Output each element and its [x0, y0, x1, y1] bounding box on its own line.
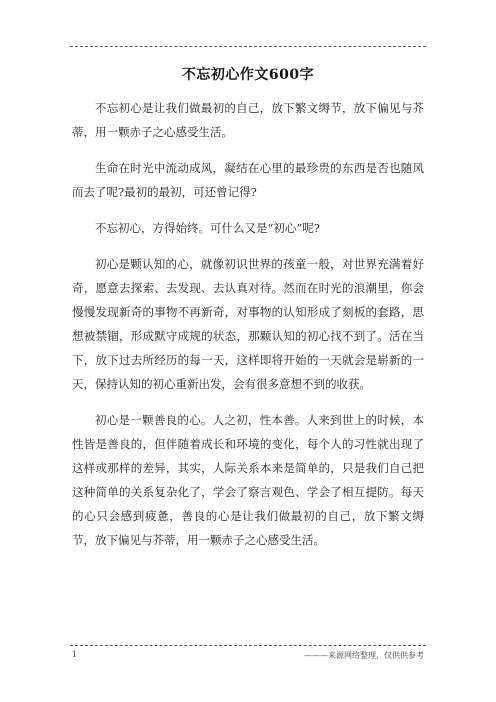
- page-title: 不忘初心作文600字: [181, 67, 315, 83]
- paragraph: 不忘初心，方得始终。可什么又是“初心”呢?: [95, 221, 320, 235]
- paragraph: 不忘初心是让我们做最初的自己，放下繁文缛节，放下偏见与芥蒂，用一颗赤子之心感受生活。: [72, 101, 424, 139]
- paragraph: 生命在时光中流动成风，凝结在心里的最珍贵的东西是否也随风而去了呢?最初的最初，可还曾记得?: [72, 161, 424, 199]
- header-dashed-rule: [70, 46, 426, 47]
- article-body: [72, 96, 424, 564]
- footer-dashed-rule: [70, 645, 426, 646]
- source-note: ———来源网络整理，仅供供参考: [304, 651, 424, 660]
- paragraph: 初心是颗认知的心，就像初识世界的孩童一般，对世界充满着好奇，愿意去探索、去发现、去认真对待。然而在时光的浪潮里，你会慢慢发现新奇的事物不再新奇，对事物的认知形成了刻板的套路，思想被禁锢，形成默守成规的状态，那颗认知的初心找不到了。活在当下，放下过去所经历的每一天，这样即将开始的一天就会是崭新的一天，保持认知的初心重新出发，会有很多意想不到的收获。: [72, 257, 424, 391]
- page-number: 1: [72, 650, 78, 659]
- paragraph: 初心是一颗善良的心。人之初，性本善。人来到世上的时候，本性皆是善良的，但伴随着成长和环境的变化，每个人的习性就出现了这样或那样的差异，其实，人际关系本来是简单的，只是我们自己把这种简单的关系复杂化了，学会了察言观色、学会了相互提防。每天的心只会感到疲惫，善良的心是让我们做最初的自己，放下繁文缛节，放下偏见与芥蒂，用一颗赤子之心感受生活。: [72, 413, 424, 547]
